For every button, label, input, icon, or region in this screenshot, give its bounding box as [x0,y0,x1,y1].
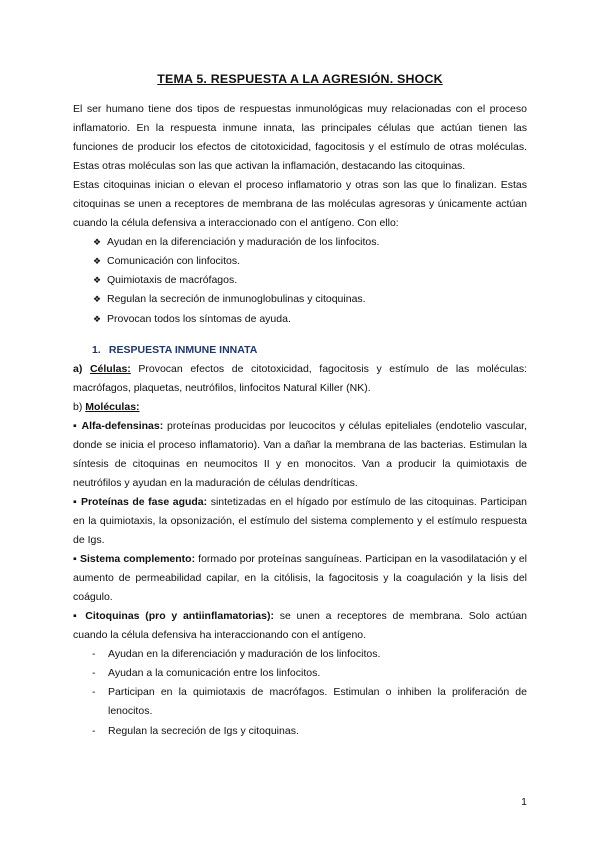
square-bullet-icon: ▪ [73,495,78,508]
cells-paragraph: a) Células: Provocan efectos de citotoxicidad, fagocitosis y estímulo de las moléculas: macrófagos, plaquetas, neutrófilos, linfocitos Natural Killer (NK). [73,362,528,394]
page-number: 1 [521,796,527,808]
cytokine-dash-list [73,645,527,740]
square-bullet-icon: ▪ [73,419,78,432]
intro-bullet-list [73,233,527,328]
dash-bullet-icon: - [92,648,96,661]
list-item: - Participan en la quimiotaxis de macrófagos. Estimulan o inhiben la proliferación de lenocitos. [92,683,527,721]
cells-label: Células: [89,362,131,375]
molecule-item: ▪ Sistema complemento: formado por proteínas sanguíneas. Participan en la vasodilatación y el aumento de permeabilidad capilar, en la citólisis, la fagocitosis y la coagulación y la lisis del coágulo. [73,553,527,604]
intro-paragraph-2: Estas citoquinas inician o elevan el proceso inflamatorio y otras son las que lo finalizan. Estas citoquinas se unen a receptores de membrana de las moléculas agresoras y únicamente actúan cuando la célula defensiva a interaccionado con el antígeno. Con ello: [73,179,527,230]
intro-paragraph-1: El ser humano tiene dos tipos de respuestas inmunológicas muy relacionadas con el proceso inflamatorio. En la respuesta inmune innata, las principales células que actúan tienen las funciones de producir los efectos de citotoxicidad, fagocitosis y el estímulo de otras moléculas. Estas otras moléculas son las que activan la inflamación, destacando las citoquinas. [73,103,527,173]
diamond-bullet-icon: ❖ [93,237,102,248]
molecule-item: ▪ Alfa-defensinas: proteínas producidas por leucocitos y células epiteliales (endotelio vascular, donde se inicia el proceso inflamatorio). Van a dañar la membrana de las bacterias. Estimulan la síntesis de citoquinas en neumocitos II y en monocitos. Van a producir la quimiotaxis de neutrófilos y ayudan en la maduración de células dendríticas. [73,419,528,489]
list-item: ❖ Quimiotaxis de macrófagos. [93,271,527,290]
square-bullet-icon: ▪ [73,553,77,566]
document-body [73,100,527,741]
square-bullet-icon: ▪ [73,610,80,623]
dash-bullet-icon: - [92,667,96,680]
molecule-item: ▪ Citoquinas (pro y antiinflamatorias): se unen a receptores de membrana. Solo actúan cuando la célula defensiva ha interaccionando con el antígeno. [73,610,527,642]
molecules-heading: b) Moléculas: [73,400,140,413]
diamond-bullet-icon: ❖ [93,275,102,286]
diamond-bullet-icon: ❖ [93,256,102,267]
molecule-item: ▪ Proteínas de fase aguda: sintetizadas en el hígado por estímulo de las citoquinas. Participan en la quimiotaxis, la opsonización, el estímulo del sistema complemento y el estímulo respuesta de Igs. [73,495,527,547]
molecules-label: Moléculas: [85,400,140,413]
page-title: TEMA 5. RESPUESTA A LA AGRESIÓN. SHOCK [157,72,443,86]
list-item: - Regulan la secreción de Igs y citoquinas. [92,722,527,741]
dash-bullet-icon: - [92,686,96,699]
list-item: ❖ Ayudan en la diferenciación y maduración de los linfocitos. [93,233,527,252]
list-item: ❖ Comunicación con linfocitos. [93,252,527,271]
list-item: - Ayudan a la comunicación entre los linfocitos. [92,664,527,683]
list-item: ❖ Provocan todos los síntomas de ayuda. [93,310,527,329]
diamond-bullet-icon: ❖ [93,313,102,324]
dash-bullet-icon: - [92,724,96,737]
list-item: - Ayudan en la diferenciación y maduración de los linfocitos. [92,645,527,664]
list-item: ❖ Regulan la secreción de inmunoglobulinas y citoquinas. [93,290,527,309]
diamond-bullet-icon: ❖ [93,294,102,305]
section-heading: 1. RESPUESTA INMUNE INNATA [92,343,258,356]
